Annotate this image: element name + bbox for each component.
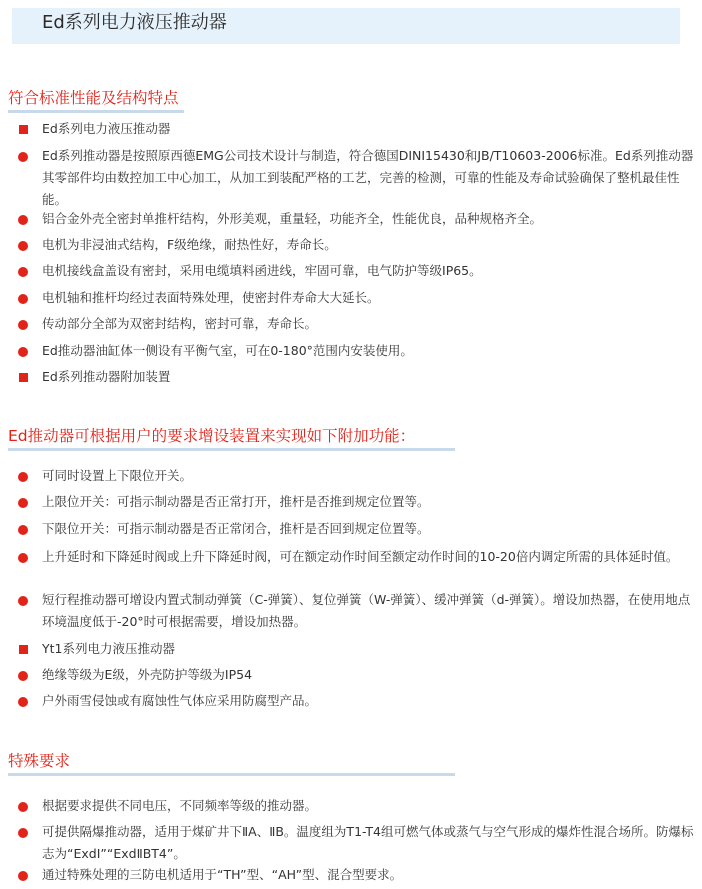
list-item: 铝合金外壳全密封单推杆结构，外形美观，重量轻，功能齐全，性能优良，品种规格齐全。 xyxy=(42,211,543,226)
dot-bullet-icon xyxy=(18,320,28,330)
list-item: 根据要求提供不同电压，不同频率等级的推动器。 xyxy=(42,798,318,813)
list-item: 通过特殊处理的三防电机适用于“TH”型、“AH”型、混合型要求。 xyxy=(42,867,403,882)
dot-bullet-icon xyxy=(18,596,28,606)
list-item: Ed系列推动器是按照原西德EMG公司技术设计与制造，符合德国DINI15430和JB/T10603-2006标准。Ed系列推动器其零部件均由数控加工中心加工，从加工到装配严格的工艺，完善的检测，可靠的性能及寿命试验确保了整机最佳性能。 xyxy=(42,148,694,207)
list-item: 可同时设置上下限位开关。 xyxy=(42,468,193,483)
list-item: 上升延时和下降延时阀或上升下降延时阀，可在额定动作时间至额定动作时间的10-20倍内调定所需的具体延时值。 xyxy=(42,549,679,564)
dot-bullet-icon xyxy=(18,871,28,881)
dot-bullet-icon xyxy=(18,828,28,838)
list-item: Yt1系列电力液压推动器 xyxy=(42,641,175,656)
section-rule xyxy=(8,110,184,113)
section-heading-optional-functions: Ed推动器可根据用户的要求增设装置来实现如下附加功能： xyxy=(8,427,416,445)
square-bullet-icon xyxy=(19,645,28,654)
dot-bullet-icon xyxy=(18,697,28,707)
list-item: 绝缘等级为E级，外壳防护等级为IP54 xyxy=(42,667,253,682)
list-item: 上限位开关：可指示制动器是否正常打开，推杆是否推到规定位置等。 xyxy=(42,494,430,509)
square-bullet-icon xyxy=(19,373,28,382)
section-rule xyxy=(8,773,455,776)
section-rule xyxy=(8,448,455,451)
page-title: Ed系列电力液压推动器 xyxy=(42,12,227,33)
list-item: 电机为非浸油式结构，F级绝缘，耐热性好，寿命长。 xyxy=(42,237,337,252)
dot-bullet-icon xyxy=(18,152,28,162)
dot-bullet-icon xyxy=(18,553,28,563)
square-bullet-icon xyxy=(19,125,28,134)
dot-bullet-icon xyxy=(18,671,28,681)
dot-bullet-icon xyxy=(18,267,28,277)
list-item: 户外雨雪侵蚀或有腐蚀性气体应采用防腐型产品。 xyxy=(42,693,318,708)
dot-bullet-icon xyxy=(18,498,28,508)
list-item: Ed推动器油缸体一侧设有平衡气室，可在0-180°范围内安装使用。 xyxy=(42,343,413,358)
dot-bullet-icon xyxy=(18,241,28,251)
dot-bullet-icon xyxy=(18,347,28,357)
section-heading-special-requirements: 特殊要求 xyxy=(8,752,71,770)
list-item: Ed系列推动器附加装置 xyxy=(42,369,171,384)
list-item: Ed系列电力液压推动器 xyxy=(42,121,171,136)
list-item: 电机接线盒盖设有密封，采用电缆填料函进线，牢固可靠，电气防护等级IP65。 xyxy=(42,263,482,278)
dot-bullet-icon xyxy=(18,215,28,225)
list-item: 可提供隔爆推动器，适用于煤矿井下ⅡA、ⅡB。温度组为T1-T4组可燃气体或蒸气与空气形成的爆炸性混合场所。防爆标志为“ExdⅠ”“ExdⅡBT4”。 xyxy=(42,824,694,861)
dot-bullet-icon xyxy=(18,802,28,812)
list-item: 短行程推动器可增设内置式制动弹簧（C-弹簧）、复位弹簧（W-弹簧）、缓冲弹簧（d-弹簧）。增设加热器，在使用地点环境温度低于-20°时可根据需要，增设加热器。 xyxy=(42,592,691,629)
list-item: 电机轴和推杆均经过表面特殊处理，使密封件寿命大大延长。 xyxy=(42,290,380,305)
section-heading-features: 符合标准性能及结构特点 xyxy=(8,89,179,107)
dot-bullet-icon xyxy=(18,525,28,535)
dot-bullet-icon xyxy=(18,294,28,304)
list-item: 传动部分全部为双密封结构，密封可靠，寿命长。 xyxy=(42,316,318,331)
dot-bullet-icon xyxy=(18,472,28,482)
list-item: 下限位开关：可指示制动器是否正常闭合，推杆是否回到规定位置等。 xyxy=(42,521,430,536)
